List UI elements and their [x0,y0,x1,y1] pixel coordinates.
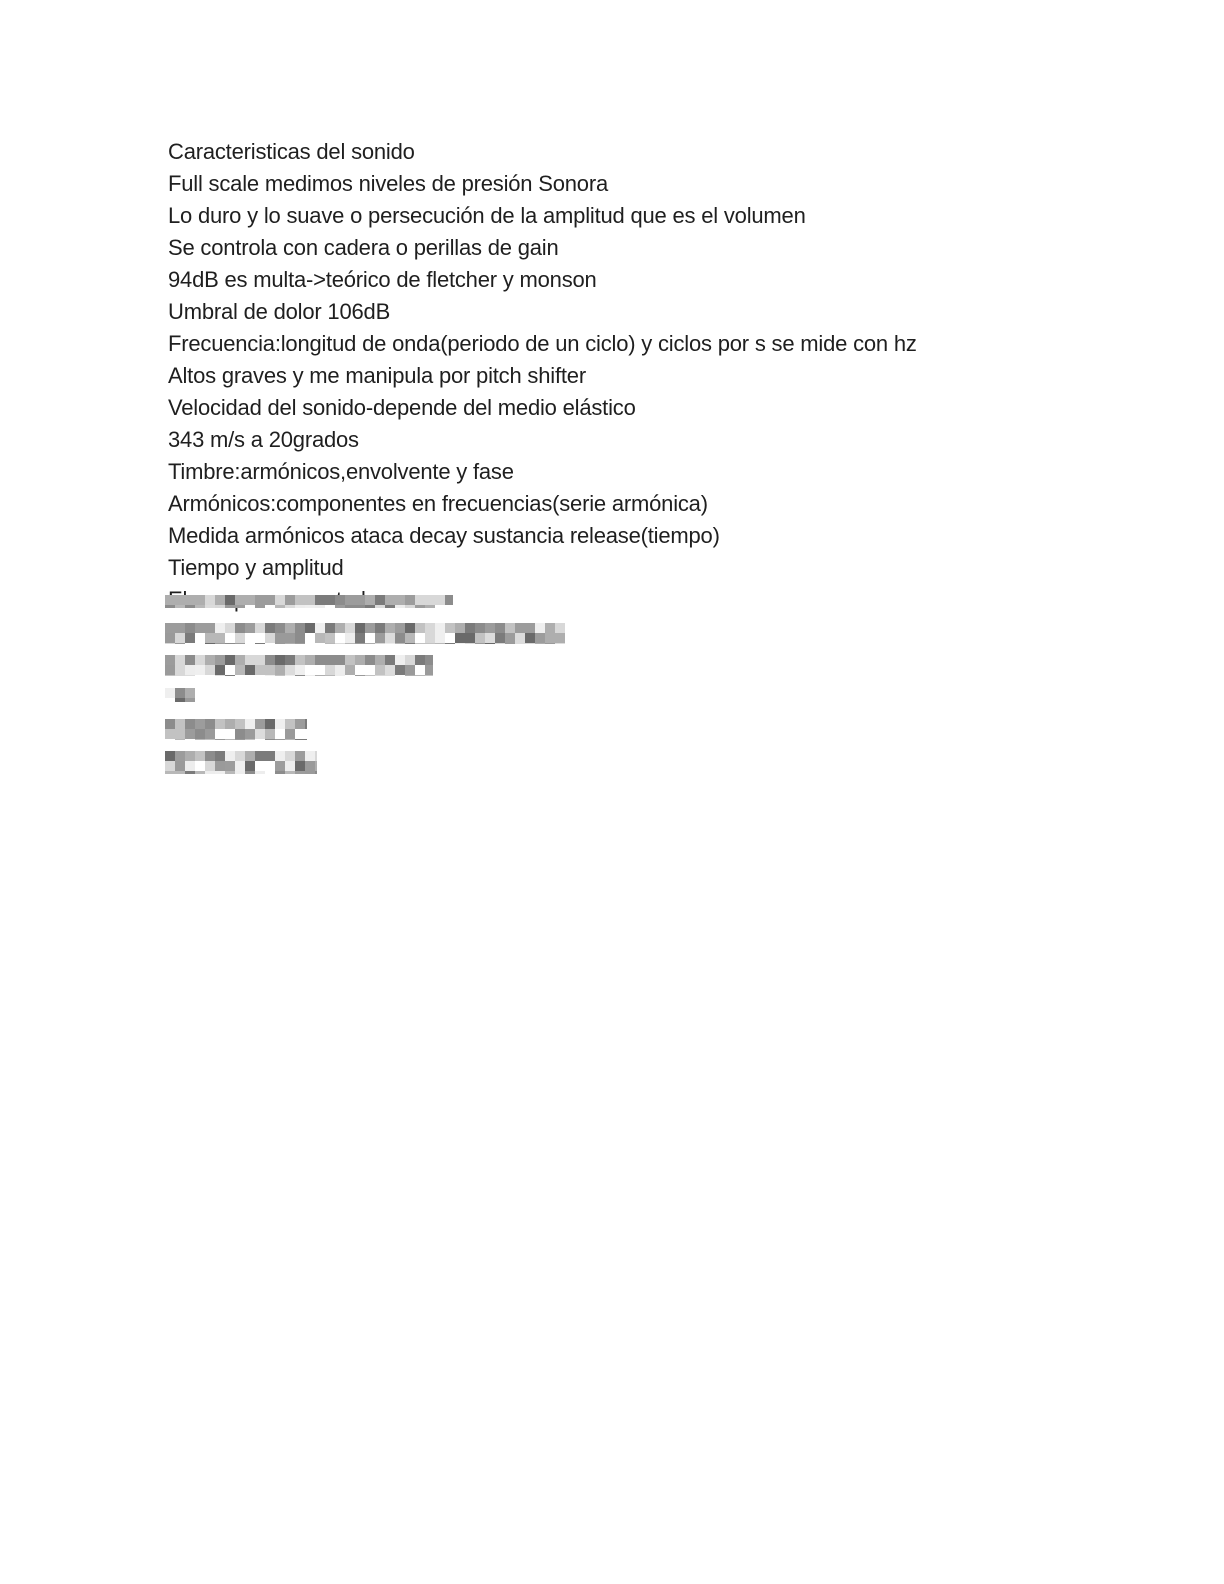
text-line [168,328,1068,360]
redacted-line [168,616,1068,648]
text-line [168,200,1068,232]
text-line-content: Frecuencia:longitud de onda(periodo de un ciclo) y ciclos por s se mide con hz [168,331,917,356]
redacted-line [168,744,1068,776]
text-line [168,232,1068,264]
text-line-content: 94dB es multa->teórico de fletcher y monson [168,267,597,292]
text-line [168,552,1068,584]
text-line [168,456,1068,488]
text-line [168,488,1068,520]
text-line [168,264,1068,296]
redacted-line [168,712,1068,744]
text-line [168,168,1068,200]
text-line-content: Velocidad del sonido-depende del medio elástico [168,395,636,420]
text-line-content: Se controla con cadera o perillas de gain [168,235,559,260]
text-line [168,136,1068,168]
text-line-content: Medida armónicos ataca decay sustancia release(tiempo) [168,523,720,548]
text-line-content: Full scale medimos niveles de presión Sonora [168,171,608,196]
text-line [168,296,1068,328]
redacted-line [168,648,1068,680]
text-line [168,360,1068,392]
redacted-pixelated-text [165,688,195,702]
text-line-content: Timbre:armónicos,envolvente y fase [168,459,514,484]
text-line-content: Umbral de dolor 106dB [168,299,391,324]
redacted-pixelated-text [165,623,565,644]
text-line [168,424,1068,456]
text-line [168,392,1068,424]
redacted-pixelated-text [165,751,317,774]
text-line-content: Caracteristicas del sonido [168,139,415,164]
text-line [168,584,1068,616]
redacted-line [168,680,1068,712]
text-line-content: Altos graves y me manipula por pitch shifter [168,363,586,388]
redacted-pixelated-text [165,655,433,676]
document-body [168,136,1068,776]
text-line-content: Lo duro y lo suave o persecución de la amplitud que es el volumen [168,203,806,228]
text-line [168,520,1068,552]
text-line-content: 343 m/s a 20grados [168,427,359,452]
text-line-content: Armónicos:componentes en frecuencias(serie armónica) [168,491,708,516]
text-line-content: Tiempo y amplitud [168,555,344,580]
redacted-pixelated-text [165,719,307,740]
redacted-pixelated-text [165,595,453,608]
